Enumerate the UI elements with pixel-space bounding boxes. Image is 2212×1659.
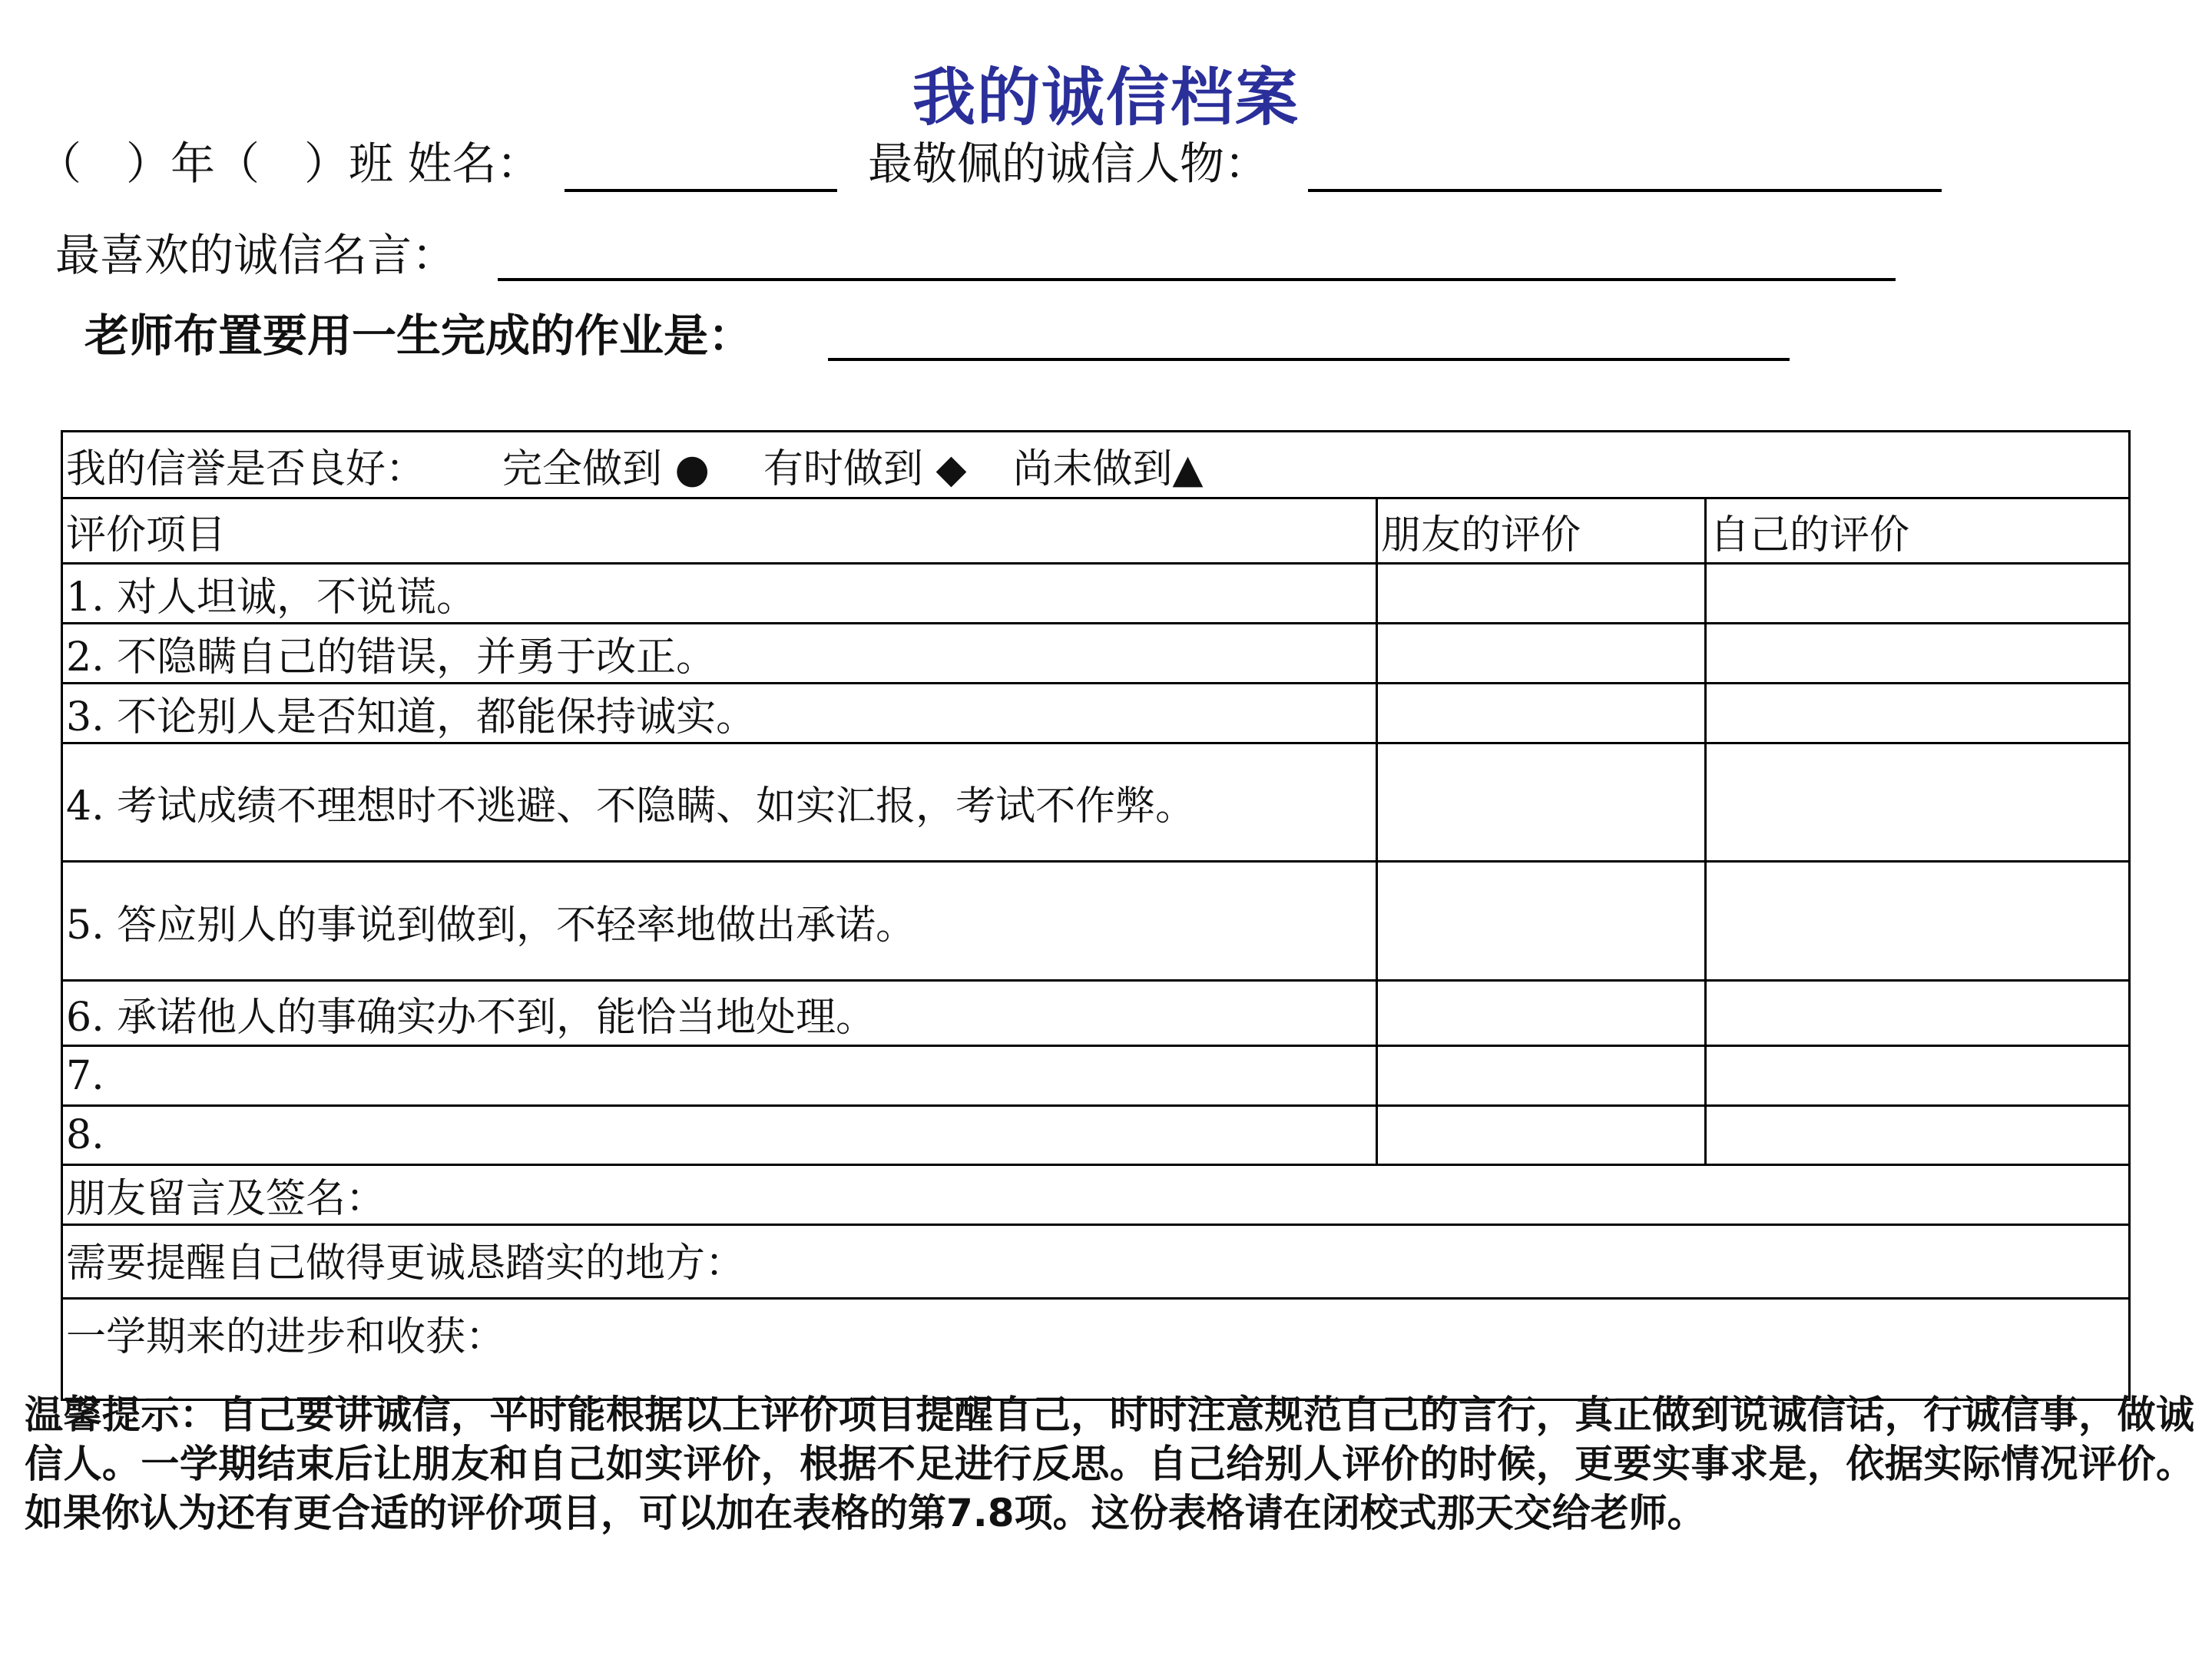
- friend-rating-cell[interactable]: [1377, 684, 1706, 743]
- friend-rating-cell[interactable]: [1377, 981, 1706, 1046]
- table-row: [62, 1046, 2130, 1106]
- friend-rating-cell[interactable]: [1377, 862, 1706, 981]
- self-rating-cell[interactable]: [1706, 1046, 2130, 1106]
- table-row: [62, 1299, 2130, 1400]
- table-row: [62, 1225, 2130, 1299]
- progress-cell[interactable]: 一学期来的进步和收获：: [62, 1299, 2130, 1400]
- item-label: 1. 对人坦诚，不说谎。: [62, 564, 1377, 624]
- table-row: [62, 564, 2130, 624]
- evaluation-table: [61, 430, 2131, 1401]
- motto-label: 最喜欢的诚信名言：: [55, 229, 457, 281]
- table-row: [62, 1165, 2130, 1225]
- tip-paragraph: 温馨提示：自己要讲诚信，平时能根据以上评价项目提醒自己，时时注意规范自己的言行，真正做到说诚信话，行诚信事，做诚信人。一学期结束后让朋友和自己如实评价，根据不足进行反思。自己给别人评价的时候，更要实事求是，依据实际情况评价。如果你认为还有更合适的评价项目，可以加在表格的第7.8项。这份表格请在闭校式那天交给老师。: [25, 1392, 2194, 1535]
- friend-rating-cell[interactable]: [1377, 624, 1706, 684]
- self-rating-cell[interactable]: [1706, 743, 2130, 862]
- self-rating-cell[interactable]: [1706, 862, 2130, 981]
- hero-label: 最敬佩的诚信人物：: [868, 137, 1270, 190]
- friend-rating-cell[interactable]: [1377, 1106, 1706, 1165]
- item-label: 8.: [62, 1106, 1377, 1165]
- table-row: [62, 981, 2130, 1046]
- friend-rating-cell[interactable]: [1377, 564, 1706, 624]
- self-rating-cell[interactable]: [1706, 981, 2130, 1046]
- self-rating-cell[interactable]: [1706, 564, 2130, 624]
- self-rating-cell[interactable]: [1706, 624, 2130, 684]
- column-header-item: 评价项目: [62, 498, 1377, 564]
- table-row: [62, 862, 2130, 981]
- table-header-row: [62, 498, 2130, 564]
- item-label: 5. 答应别人的事说到做到，不轻率地做出承诺。: [62, 862, 1377, 981]
- rating-row: [62, 432, 2130, 498]
- page-title: 我的诚信档案: [912, 61, 1300, 134]
- table-row: [62, 624, 2130, 684]
- hero-blank[interactable]: [1308, 189, 1942, 192]
- friend-rating-cell[interactable]: [1377, 1046, 1706, 1106]
- rating-legend: [62, 432, 2130, 498]
- motto-blank[interactable]: [498, 278, 1896, 281]
- item-label: 3. 不论别人是否知道，都能保持诚实。: [62, 684, 1377, 743]
- homework-label: 老师布置要用一生完成的作业是：: [84, 310, 753, 362]
- table-row: [62, 743, 2130, 862]
- class-name-label: （ ）年（ ）班 姓名：: [37, 137, 541, 190]
- item-label: 7.: [62, 1046, 1377, 1106]
- rating-prompt: 我的信誉是否良好：: [66, 445, 426, 492]
- homework-blank[interactable]: [828, 358, 1790, 361]
- column-header-self: 自己的评价: [1706, 498, 2130, 564]
- rating-not-yet: 尚未做到▲: [1012, 445, 1204, 492]
- friend-rating-cell[interactable]: [1377, 743, 1706, 862]
- self-rating-cell[interactable]: [1706, 1106, 2130, 1165]
- self-rating-cell[interactable]: [1706, 684, 2130, 743]
- friend-message-cell[interactable]: 朋友留言及签名：: [62, 1165, 2130, 1225]
- rating-sometimes: 有时做到 ◆: [763, 445, 967, 492]
- table-row: [62, 1106, 2130, 1165]
- item-label: 4. 考试成绩不理想时不逃避、不隐瞒、如实汇报，考试不作弊。: [62, 743, 1377, 862]
- rating-full: 完全做到 ●: [502, 445, 710, 492]
- reminder-cell[interactable]: 需要提醒自己做得更诚恳踏实的地方：: [62, 1225, 2130, 1299]
- column-header-friend: 朋友的评价: [1377, 498, 1706, 564]
- table-row: [62, 684, 2130, 743]
- item-label: 6. 承诺他人的事确实办不到，能恰当地处理。: [62, 981, 1377, 1046]
- item-label: 2. 不隐瞒自己的错误，并勇于改正。: [62, 624, 1377, 684]
- name-blank[interactable]: [565, 189, 837, 192]
